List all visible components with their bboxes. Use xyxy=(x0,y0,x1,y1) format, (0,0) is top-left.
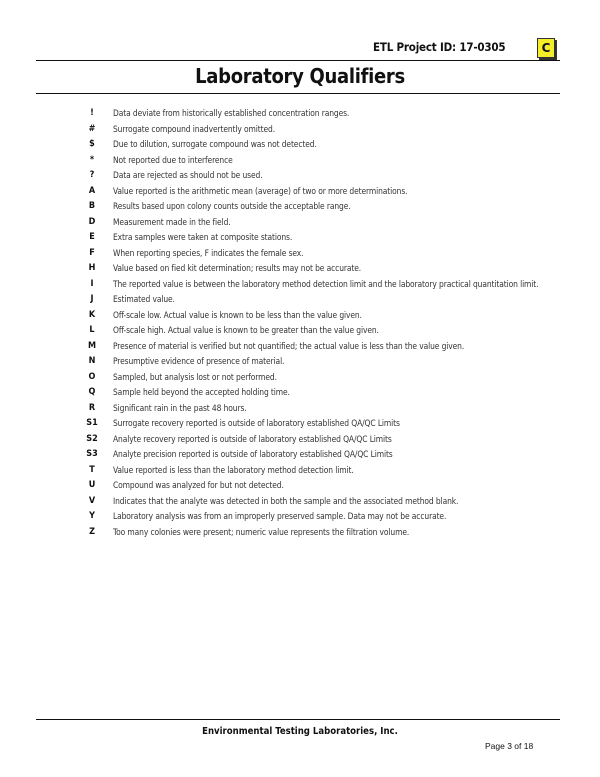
qualifier-row xyxy=(0,478,600,494)
qualifier-code: S2 xyxy=(86,433,98,444)
qualifier-code: * xyxy=(89,154,95,165)
qualifier-code: B xyxy=(88,201,96,211)
qualifier-code: U xyxy=(88,480,96,490)
qualifier-description: Off-scale low. Actual value is known to be less than the value given. xyxy=(113,309,362,320)
header-rule xyxy=(36,60,560,61)
qualifier-row xyxy=(0,525,600,541)
project-id: ETL Project ID: 17-0305 xyxy=(373,40,506,54)
qualifier-code: Q xyxy=(88,387,96,397)
qualifier-row xyxy=(0,261,600,277)
qualifier-row xyxy=(0,184,600,200)
qualifier-row xyxy=(0,463,600,479)
qualifier-code: R xyxy=(88,402,96,413)
qualifier-code: J xyxy=(90,294,94,304)
footer-rule xyxy=(36,719,560,720)
qualifier-description: Laboratory analysis was from an improperly preserved sample. Data may not be accurate. xyxy=(113,511,447,521)
qualifier-code: V xyxy=(88,495,96,506)
qualifier-description: Presumptive evidence of presence of material. xyxy=(113,356,285,366)
qualifier-row xyxy=(0,292,600,308)
qualifier-description: Due to dilution, surrogate compound was not detected. xyxy=(113,139,317,149)
qualifier-code: Z xyxy=(89,526,95,537)
qualifier-row xyxy=(0,401,600,417)
qualifier-code: M xyxy=(87,340,97,351)
qualifier-description: Data are rejected as should not be used. xyxy=(113,170,263,180)
qualifier-row xyxy=(0,246,600,262)
qualifier-description: Analyte precision reported is outside of laboratory established QA/QC Limits xyxy=(113,449,393,459)
qualifier-row xyxy=(0,106,600,122)
page-title: Laboratory Qualifiers xyxy=(195,64,405,88)
qualifier-code: ? xyxy=(89,170,95,180)
qualifier-description: Not reported due to interference xyxy=(113,154,233,165)
qualifier-description: Surrogate recovery reported is outside of laboratory established QA/QC Limits xyxy=(113,418,400,428)
qualifier-row xyxy=(0,137,600,153)
qualifier-description: Too many colonies were present; numeric value represents the filtration volume. xyxy=(113,526,410,537)
qualifier-description: Significant rain in the past 48 hours. xyxy=(113,402,247,413)
qualifier-code: F xyxy=(89,247,95,258)
title-rule xyxy=(36,93,560,94)
qualifier-description: Results based upon colony counts outside the acceptable range. xyxy=(113,201,351,211)
qualifier-row xyxy=(0,370,600,386)
qualifier-description: Analyte recovery reported is outside of laboratory established QA/QC Limits xyxy=(113,433,392,444)
qualifier-row xyxy=(0,509,600,525)
qualifier-row xyxy=(0,385,600,401)
qualifier-code: $ xyxy=(89,139,95,149)
qualifier-description: Compound was analyzed for but not detected. xyxy=(113,480,284,490)
qualifier-row xyxy=(0,153,600,169)
qualifier-description: The reported value is between the laboratory method detection limit and the laboratory practical quantitation limit. xyxy=(113,278,539,289)
qualifier-description: Sample held beyond the accepted holding time. xyxy=(113,387,290,397)
qualifier-code: N xyxy=(88,356,96,366)
qualifier-row xyxy=(0,323,600,339)
qualifier-code: Y xyxy=(89,511,95,521)
qualifier-row xyxy=(0,168,600,184)
qualifier-code: T xyxy=(89,464,95,475)
qualifier-description: Value reported is less than the laboratory method detection limit. xyxy=(113,464,354,475)
qualifier-description: Data deviate from historically established concentration ranges. xyxy=(113,108,350,118)
qualifier-code: L xyxy=(89,325,95,335)
qualifier-code: S1 xyxy=(86,418,98,428)
qualifier-code: O xyxy=(88,371,96,382)
qualifier-code: I xyxy=(90,278,94,289)
qualifier-description: Indicates that the analyte was detected in both the sample and the associated method blank. xyxy=(113,495,459,506)
qualifier-row xyxy=(0,354,600,370)
qualifier-description: Off-scale high. Actual value is known to be greater than the value given. xyxy=(113,325,379,335)
section-badge: C xyxy=(537,38,555,58)
qualifier-code: D xyxy=(88,216,96,227)
qualifier-row xyxy=(0,447,600,463)
qualifier-row xyxy=(0,230,600,246)
qualifier-code: E xyxy=(89,232,95,242)
qualifier-code: ! xyxy=(90,108,94,118)
qualifier-code: K xyxy=(88,309,96,320)
qualifier-row xyxy=(0,416,600,432)
qualifier-description: Estimated value. xyxy=(113,294,175,304)
qualifier-description: When reporting species, F indicates the female sex. xyxy=(113,247,304,258)
qualifier-row xyxy=(0,122,600,138)
qualifier-row xyxy=(0,215,600,231)
page-number: Page 3 of 18 xyxy=(485,741,534,751)
qualifier-row xyxy=(0,339,600,355)
qualifier-description: Surrogate compound inadvertently omitted. xyxy=(113,123,276,134)
qualifier-description: Value based on fied kit determination; results may not be accurate. xyxy=(113,263,362,273)
qualifier-description: Extra samples were taken at composite stations. xyxy=(113,232,293,242)
qualifier-description: Measurement made in the field. xyxy=(113,216,231,227)
qualifier-description: Sampled, but analysis lost or not performed. xyxy=(113,371,277,382)
qualifier-code: A xyxy=(88,185,96,196)
qualifier-code: H xyxy=(88,263,96,273)
qualifier-row xyxy=(0,432,600,448)
qualifier-code: # xyxy=(88,123,96,134)
qualifier-description: Value reported is the arithmetic mean (average) of two or more determinations. xyxy=(113,185,408,196)
qualifier-row xyxy=(0,277,600,293)
qualifier-row xyxy=(0,308,600,324)
footer-company: Environmental Testing Laboratories, Inc. xyxy=(202,726,398,737)
qualifier-row xyxy=(0,494,600,510)
qualifier-code: S3 xyxy=(86,449,98,459)
qualifier-description: Presence of material is verified but not quantified; the actual value is less than the value given. xyxy=(113,340,465,351)
qualifier-row xyxy=(0,199,600,215)
qualifier-list xyxy=(0,106,600,540)
